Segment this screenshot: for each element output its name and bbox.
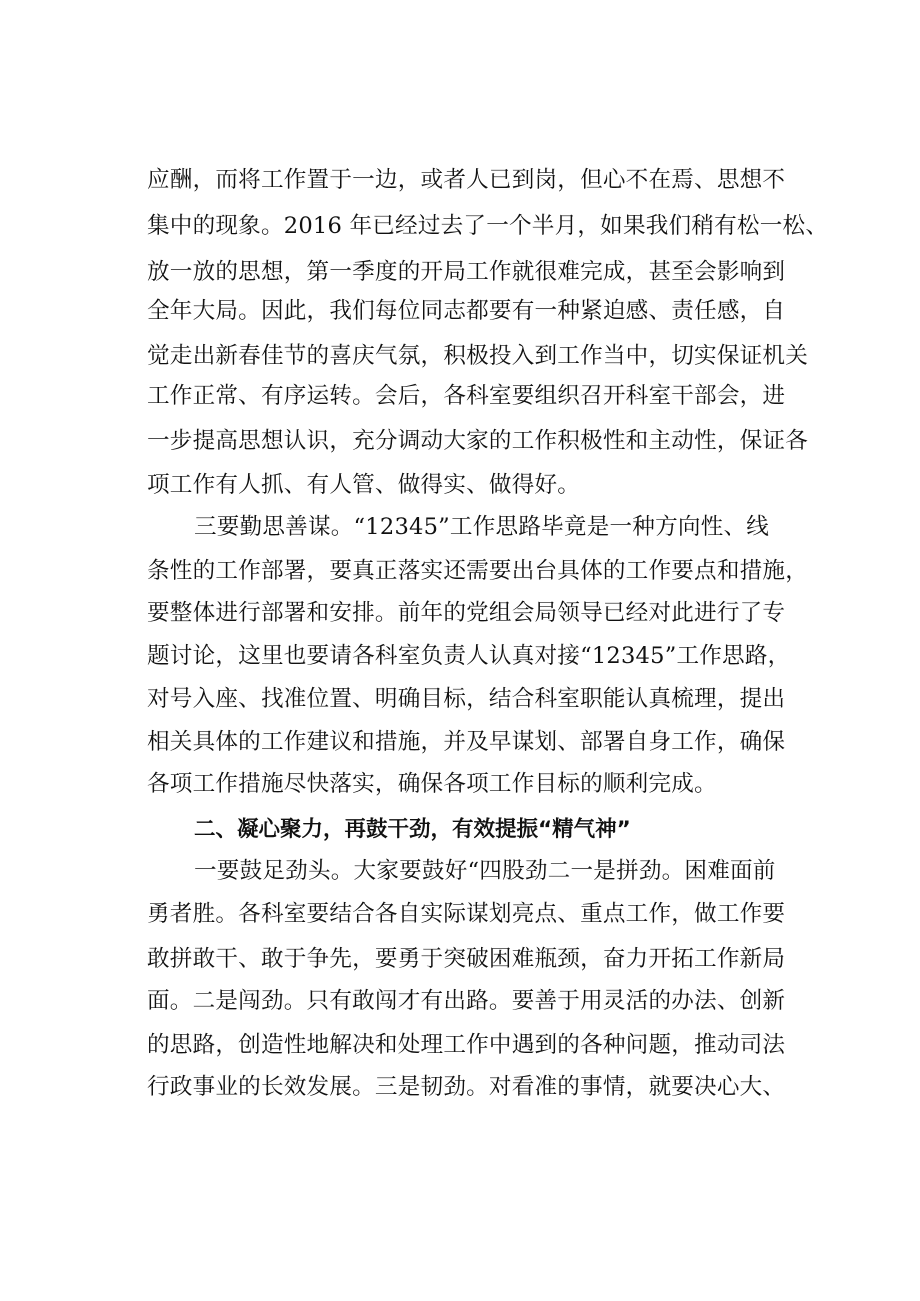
paragraph-line: 面。二是闯劲。只有敢闯才有出路。要善于用灵活的办法、创新 — [147, 988, 786, 1014]
paragraph-line: 一步提高思想认识，充分调动大家的工作积极性和主动性，保证各 — [147, 428, 809, 454]
paragraph-line: 项工作有人抓、有人管、做得实、做得好。 — [147, 472, 581, 498]
paragraph-line: 集中的现象。2016 年已经过去了一个半月，如果我们稍有松一松、 — [147, 213, 829, 239]
paragraph-line: 条性的工作部署，要真正落实还需要出台具体的工作要点和措施， — [147, 558, 809, 584]
paragraph-line: 勇者胜。各科室要结合各自实际谋划亮点、重点工作，做工作要 — [147, 901, 786, 927]
paragraph-line: 三要勤思善谋。“12345”工作思路毕竟是一种方向性、线 — [194, 514, 770, 540]
paragraph-line: 对号入座、找准位置、明确目标，结合科室职能认真梳理，提出 — [147, 686, 786, 712]
paragraph-line: 一要鼓足劲头。大家要鼓好“四股劲二一是拼劲。困难面前 — [194, 858, 776, 884]
paragraph-line: 要整体进行部署和安排。前年的党组会局领导已经对此进行了专 — [147, 600, 786, 626]
paragraph-line: 工作正常、有序运转。会后，各科室要组织召开科室干部会，进 — [147, 383, 786, 409]
paragraph-line: 相关具体的工作建议和措施，并及早谋划、部署自身工作，确保 — [147, 729, 786, 755]
paragraph-line: 各项工作措施尽快落实，确保各项工作目标的顺利完成。 — [147, 771, 717, 797]
paragraph-line: 的思路，创造性地解决和处理工作中遇到的各种问题，推动司法 — [147, 1032, 786, 1058]
paragraph-line: 全年大局。因此，我们每位同志都要有一种紧迫感、责任感，自 — [147, 298, 786, 324]
paragraph-line: 敢拼敢干、敢于争先，要勇于突破困难瓶颈，奋力开拓工作新局 — [147, 946, 786, 972]
paragraph-line: 觉走出新春佳节的喜庆气氛，积极投入到工作当中，切实保证机关 — [147, 343, 809, 369]
section-heading: 二、凝心聚力，再鼓干劲，有效提振“精气神” — [194, 817, 631, 842]
paragraph-line: 行政事业的长效发展。三是韧劲。对看准的事情，就要决心大、 — [147, 1074, 786, 1100]
paragraph-line: 放一放的思想，第一季度的开局工作就很难完成，甚至会影响到 — [147, 259, 786, 285]
paragraph-line: 应酬，而将工作置于一边，或者人已到岗，但心不在焉、思想不 — [147, 167, 786, 193]
paragraph-line: 题讨论，这里也要请各科室负责人认真对接“12345”工作思路， — [147, 643, 791, 669]
